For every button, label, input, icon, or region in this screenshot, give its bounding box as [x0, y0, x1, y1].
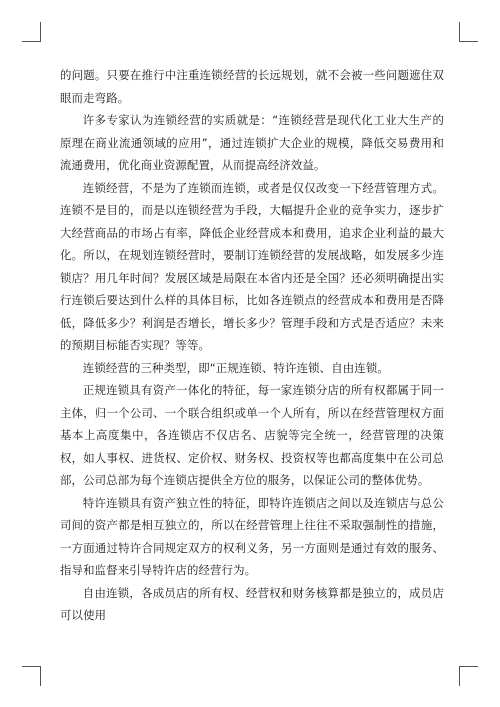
- crop-mark-top-right-h: [459, 41, 478, 42]
- paragraph-chain-types: 连锁经营的三种类型，即“正规连锁、特许连锁、自由连锁。: [82, 360, 389, 375]
- paragraph-regular-chain: 正规连锁具有资产一体化的特征，每一家连锁分店的所有权都属于同一主体，归一个公司、一个联合组织或单一个人所有，所以在经营管理权方面基本上高度集中，各连锁店不仅店名、店貌等完全统一，经营管理的决策权，如人事权、进货权、定价权、财务权、投资权等也都高度集中在公司总部，公司总部为每个连锁店提供全方位的服务，以保证公司的整体优势。: [60, 383, 444, 487]
- crop-mark-bottom-left-h: [22, 666, 41, 667]
- paragraph-voluntary-chain: 自由连锁，各成员店的所有权、经营权和财务核算都是独立的，成员店可以使用: [60, 585, 444, 622]
- crop-mark-top-left-h: [22, 41, 41, 42]
- paragraph-chain-purpose: 连锁经营，不是为了连锁而连锁，或者是仅仅改变一下经营管理方式。连锁不是目的，而是以连锁经营为手段，大幅提升企业的竞争实力，逐步扩大经营商品的市场占有率，降低企业经营成本和费用，追求企业利益的最大化。所以，在规划连锁经营时，要制订连锁经营的发展战略，如发展多少连锁店？用几年时间？发展区域是局限在本省内还是全国？还必须明确提出实行连锁后要达到什么样的具体目标，比如各连锁点的经营成本和费用是否降低，降低多少？利润是否增长，增长多少？管理手段和方式是否适应？未来的预期目标能否实现？等等。: [60, 180, 444, 352]
- crop-mark-bottom-right-v: [459, 666, 460, 686]
- crop-mark-bottom-right-h: [459, 666, 478, 667]
- paragraph-chain-essence: 许多专家认为连锁经营的实质就是：“连锁经营是现代化工业大生产的原理在商业流通领域的应用”，通过连锁扩大企业的规模，降低交易费用和流通费用，优化商业资源配置，从而提高经济效益。: [60, 113, 444, 172]
- crop-mark-top-left-v: [40, 22, 41, 42]
- crop-mark-bottom-left-v: [40, 666, 41, 686]
- paragraph-continued: 的问题。只要在推行中注重连锁经营的长远规划，就不会被一些问题遮住双眼而走弯路。: [60, 68, 444, 105]
- body-text: [60, 64, 444, 627]
- crop-mark-top-right-v: [459, 22, 460, 42]
- paragraph-franchise-chain: 特许连锁具有资产独立性的特征，即特许连锁店之间以及连锁店与总公司间的资产都是相互独立的，所以在经营管理上往往不采取强制性的措施，一方面通过特许合同规定双方的权利义务，另一方面则是通过有效的服务、指导和监督来引导特许店的经营行为。: [60, 495, 444, 577]
